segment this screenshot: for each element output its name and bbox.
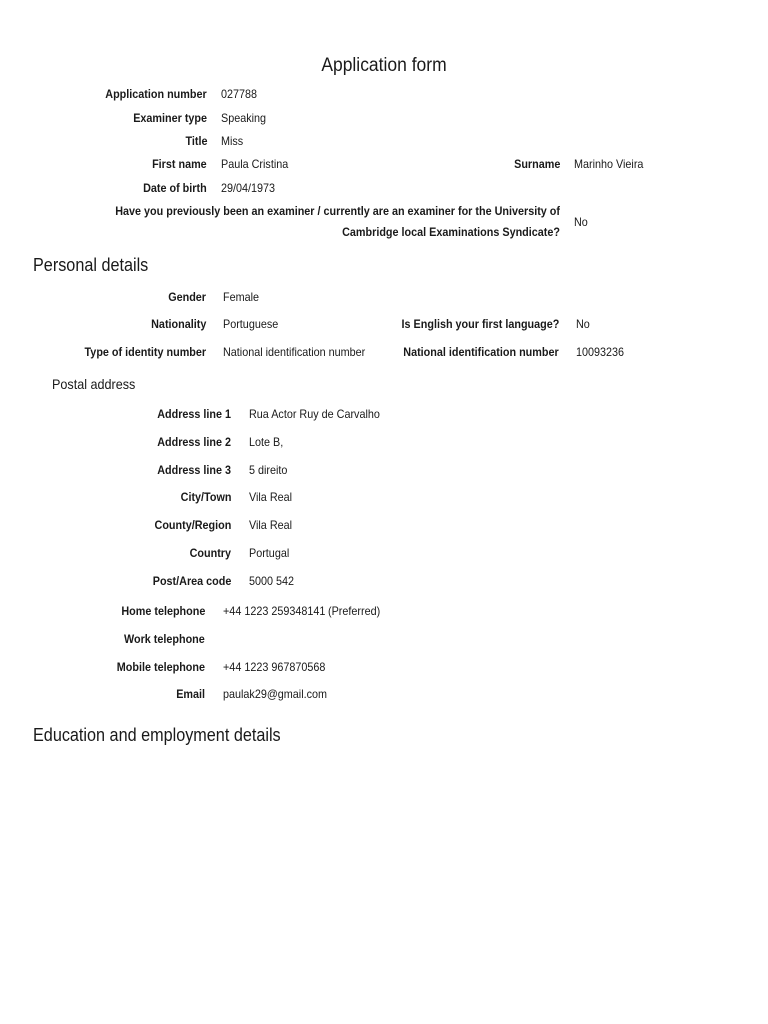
surname-value: Marinho Vieira: [574, 157, 644, 171]
title-value: Miss: [221, 134, 244, 148]
home-telephone-value: +44 1223 259348141: [223, 604, 326, 618]
surname-label: Surname: [513, 157, 560, 171]
dob-value: 29/04/1973: [221, 181, 276, 195]
national-id-value: 10093236: [576, 345, 625, 359]
gender-label: Gender: [168, 290, 206, 304]
address-line-1-label: Address line 1: [157, 407, 231, 421]
address-line-2-label: Address line 2: [157, 435, 231, 449]
application-number-value: 027788: [221, 87, 258, 101]
address-line-2-value: Lote B,: [249, 435, 284, 449]
postcode-label: Post/Area code: [152, 574, 231, 588]
form-title: Application form: [321, 55, 447, 76]
dob-label: Date of birth: [143, 181, 207, 195]
address-line-3-label: Address line 3: [157, 463, 231, 477]
id-type-value: National identification number: [223, 345, 366, 359]
country-label: Country: [189, 546, 231, 560]
email-label: Email: [176, 687, 205, 701]
english-first-value: No: [576, 317, 590, 331]
title-label: Title: [184, 134, 207, 148]
work-telephone-label: Work telephone: [124, 632, 205, 646]
address-line-3-value: 5 direito: [249, 463, 288, 477]
home-telephone-note: (Preferred): [328, 604, 381, 618]
postal-address-heading: Postal address: [52, 376, 136, 392]
previous-examiner-label: Have you previously been an examiner / currently are an examiner for the University of Cambridge local Examinations Syndicate?: [115, 204, 560, 239]
mobile-telephone-label: Mobile telephone: [116, 660, 205, 674]
english-first-label: Is English your first language?: [401, 317, 559, 331]
previous-examiner-value: No: [574, 215, 588, 229]
national-id-label: National identification number: [403, 345, 559, 359]
email-value: paulak29@gmail.com: [223, 687, 328, 701]
address-line-1-value: Rua Actor Ruy de Carvalho: [249, 407, 380, 421]
personal-details-heading: Personal details: [33, 255, 149, 275]
home-telephone-label: Home telephone: [120, 604, 205, 618]
examiner-type-label: Examiner type: [133, 111, 207, 125]
county-value: Vila Real: [249, 518, 293, 532]
first-name-label: First name: [152, 157, 207, 171]
application-number-label: Application number: [105, 87, 207, 101]
nationality-value: Portuguese: [223, 317, 279, 331]
country-value: Portugal: [249, 546, 290, 560]
id-type-label: Type of identity number: [84, 345, 206, 359]
mobile-telephone-value: +44 1223 967870568: [223, 660, 326, 674]
gender-value: Female: [223, 290, 260, 304]
city-value: Vila Real: [249, 490, 293, 504]
nationality-label: Nationality: [150, 317, 206, 331]
first-name-value: Paula Cristina: [221, 157, 289, 171]
county-label: County/Region: [154, 518, 231, 532]
education-employment-heading: Education and employment details: [33, 725, 281, 745]
postcode-value: 5000 542: [249, 574, 295, 588]
examiner-type-value: Speaking: [221, 111, 267, 125]
city-label: City/Town: [180, 490, 231, 504]
